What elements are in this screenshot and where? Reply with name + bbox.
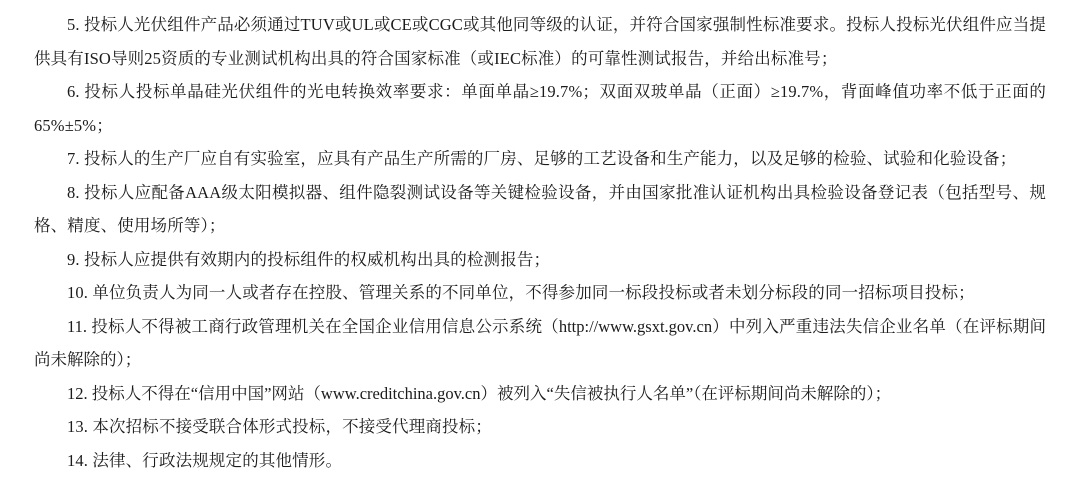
document-paragraph: 6. 投标人投标单晶硅光伏组件的光电转换效率要求：单面单晶≥19.7%；双面双玻单晶（正面）≥19.7%，背面峰值功率不低于正面的65%±5%； [34, 75, 1046, 142]
document-paragraph: 11. 投标人不得被工商行政管理机关在全国企业信用信息公示系统（http://www.gsxt.gov.cn）中列入严重违法失信企业名单（在评标期间尚未解除的）； [34, 310, 1046, 377]
document-paragraph: 10. 单位负责人为同一人或者存在控股、管理关系的不同单位，不得参加同一标段投标或者未划分标段的同一招标项目投标； [34, 276, 1046, 310]
document-paragraph: 8. 投标人应配备AAA级太阳模拟器、组件隐裂测试设备等关键检验设备，并由国家批准认证机构出具检验设备登记表（包括型号、规格、精度、使用场所等）； [34, 176, 1046, 243]
document-paragraph: 9. 投标人应提供有效期内的投标组件的权威机构出具的检测报告； [34, 243, 1046, 277]
document-paragraph: 13. 本次招标不接受联合体形式投标，不接受代理商投标； [34, 410, 1046, 444]
document-paragraph: 14. 法律、行政法规规定的其他情形。 [34, 444, 1046, 477]
document-paragraph: 5. 投标人光伏组件产品必须通过TUV或UL或CE或CGC或其他同等级的认证，并符合国家强制性标准要求。投标人投标光伏组件应当提供具有ISO导则25资质的专业测试机构出具的符合国家标准（或IEC标准）的可靠性测试报告，并给出标准号； [34, 8, 1046, 75]
document-paragraph: 7. 投标人的生产厂应自有实验室，应具有产品生产所需的厂房、足够的工艺设备和生产能力，以及足够的检验、试验和化验设备； [34, 142, 1046, 176]
document-paragraph: 12. 投标人不得在“信用中国”网站（www.creditchina.gov.cn）被列入“失信被执行人名单”（在评标期间尚未解除的）； [34, 377, 1046, 411]
